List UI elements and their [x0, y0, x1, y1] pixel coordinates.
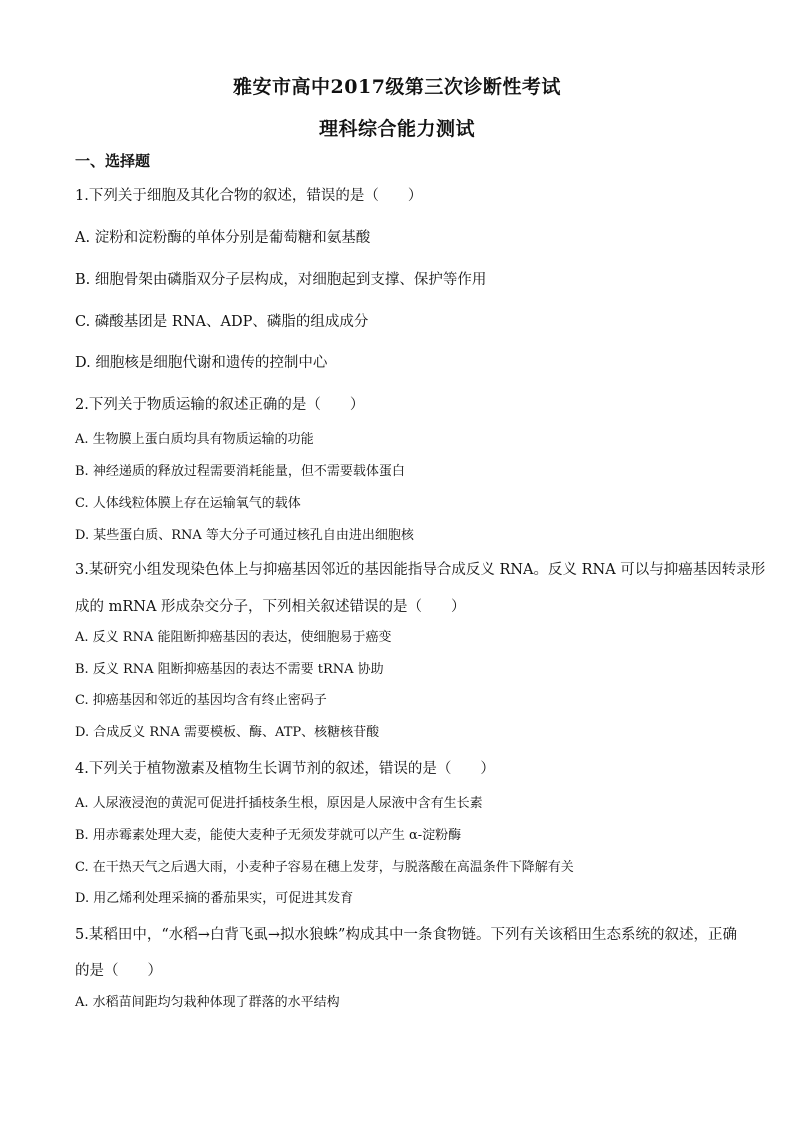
- question-1-option-d: D. 细胞核是细胞代谢和遗传的控制中心: [75, 355, 328, 371]
- question-3-option-d: D. 合成反义 RNA 需要模板、酶、ATP、核糖核苷酸: [75, 725, 380, 740]
- question-4-option-b: B. 用赤霉素处理大麦，能使大麦种子无须发芽就可以产生 α-淀粉酶: [75, 828, 462, 843]
- question-3-option-b: B. 反义 RNA 阻断抑癌基因的表达不需要 tRNA 协助: [75, 662, 384, 677]
- question-1-option-c: C. 磷酸基团是 RNA、ADP、磷脂的组成成分: [75, 314, 369, 330]
- question-3-option-a: A. 反义 RNA 能阻断抑癌基因的表达，使细胞易于癌变: [75, 630, 392, 645]
- question-1-option-b: B. 细胞骨架由磷脂双分子层构成，对细胞起到支撑、保护等作用: [75, 272, 487, 288]
- question-2-option-c: C. 人体线粒体膜上存在运输氧气的载体: [75, 496, 301, 511]
- question-4-stem: 4.下列关于植物激素及植物生长调节剂的叙述，错误的是（ ）: [75, 761, 495, 777]
- question-5-stem-line-1: 5.某稻田中，“水稻→白背飞虱→拟水狼蛛”构成其中一条食物链。下列有关该稻田生态系统的叙述，正确: [75, 927, 737, 943]
- question-2-option-d: D. 某些蛋白质、RNA 等大分子可通过核孔自由进出细胞核: [75, 528, 414, 543]
- question-4-option-c: C. 在干热天气之后遇大雨，小麦种子容易在穗上发芽，与脱落酸在高温条件下降解有关: [75, 860, 574, 875]
- question-1-stem: 1.下列关于细胞及其化合物的叙述，错误的是（ ）: [75, 188, 423, 204]
- question-4-option-d: D. 用乙烯利处理采摘的番茄果实，可促进其发育: [75, 891, 354, 906]
- exam-subtitle: 理科综合能力测试: [318, 118, 475, 140]
- question-2-stem: 2.下列关于物质运输的叙述正确的是（ ）: [75, 397, 365, 413]
- question-5-stem-line-2: 的是（ ）: [75, 963, 162, 979]
- question-2-option-a: A. 生物膜上蛋白质均具有物质运输的功能: [75, 432, 314, 447]
- question-1-option-a: A. 淀粉和淀粉酶的单体分别是葡萄糖和氨基酸: [75, 230, 371, 246]
- question-3-option-c: C. 抑癌基因和邻近的基因均含有终止密码子: [75, 693, 327, 708]
- section-heading: 一、选择题: [75, 152, 151, 170]
- question-5-option-a: A. 水稻苗间距均匀栽种体现了群落的水平结构: [75, 995, 340, 1010]
- question-4-option-a: A. 人尿液浸泡的黄泥可促进扦插枝条生根，原因是人尿液中含有生长素: [75, 796, 483, 811]
- question-3-stem-line-1: 3.某研究小组发现染色体上与抑癌基因邻近的基因能指导合成反义 RNA。反义 RNA 可以与抑癌基因转录形: [75, 562, 766, 578]
- exam-title: 雅安市高中2017级第三次诊断性考试: [233, 76, 561, 98]
- question-2-option-b: B. 神经递质的释放过程需要消耗能量，但不需要载体蛋白: [75, 464, 405, 479]
- question-3-stem-line-2: 成的 mRNA 形成杂交分子，下列相关叙述错误的是（ ）: [75, 599, 466, 615]
